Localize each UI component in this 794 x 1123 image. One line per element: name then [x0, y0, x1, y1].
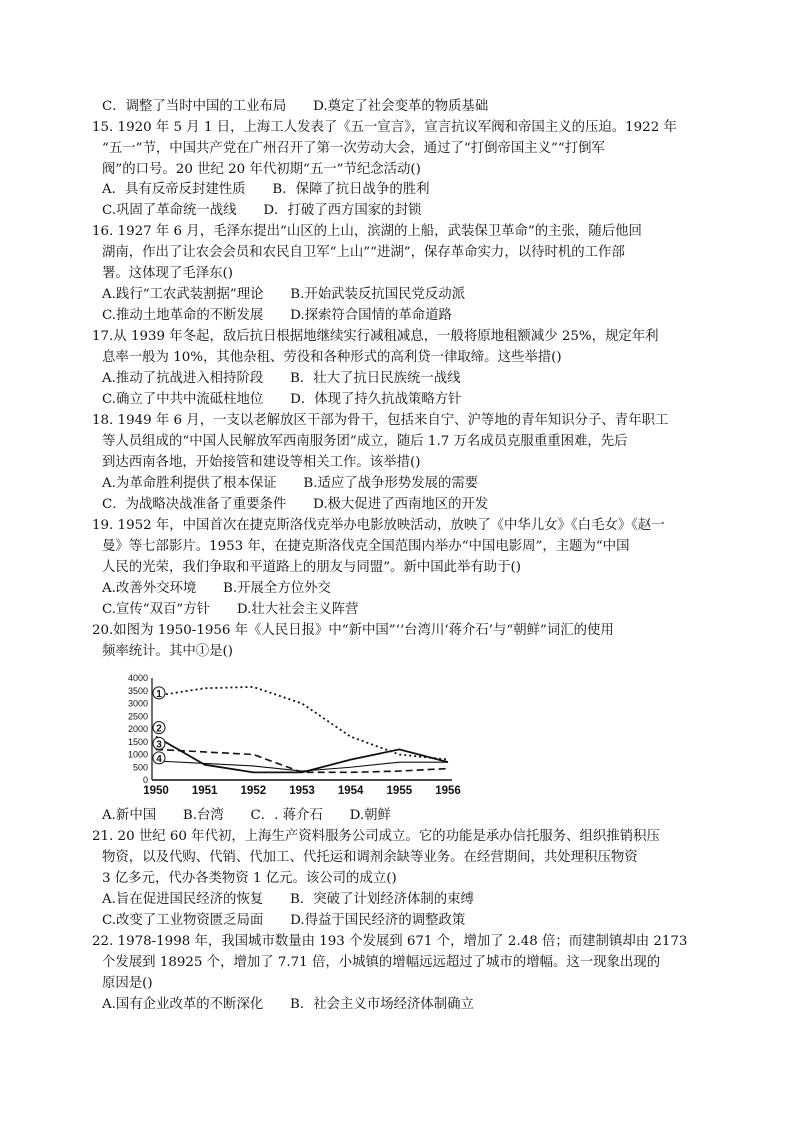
series-marker-label: 1: [156, 688, 162, 700]
question-text-line: 湖南，作出了让农会会员和农民自卫军“上山”“进湖”，保存革命实力，以待时机的工作部: [102, 245, 625, 260]
answer-options: C．调整了当时中国的工业布局 D.奠定了社会变革的物质基础: [102, 99, 489, 114]
question-stem: 16. 1927 年 6 月，毛泽东提出“山区的上山，滨湖的上船，武装保卫革命”的主张，随后他回: [92, 224, 642, 239]
question-text-line: “五一”节，中国共产党在广州召开了第一次劳动大会，通过了“打倒帝国主义”“打倒军: [102, 141, 605, 156]
x-tick-label: 1953: [289, 785, 315, 797]
question-text-line: 等人员组成的“中国人民解放军西南服务团”成立，随后 1.7 万名成员克服重重困难，先后: [102, 434, 628, 449]
answer-options: C.确立了中共中流砥柱地位 D．体现了持久抗战策略方针: [102, 392, 462, 407]
x-tick-label: 1950: [143, 785, 169, 797]
series-marker-label: 2: [156, 723, 162, 735]
answer-options: A.旨在促进国民经济的恢复 B．突破了计划经济体制的束缚: [102, 892, 474, 907]
answer-options: C.宣传“双百”方针 D.壮大社会主义阵营: [102, 602, 359, 617]
question-text-line: 物资，以及代购、代销、代加工、代托运和调剂余缺等业务。在经营期间，共处理积压物资: [102, 850, 638, 865]
question-stem: 20.如图为 1950-1956 年《人民日报》中“新中国”‘‘台湾川‘蒋介石’与“朝鲜”词汇的使用: [92, 623, 614, 638]
question-text-line: 频率统计。其中①是(): [102, 644, 233, 659]
word-frequency-chart: [112, 672, 482, 804]
answer-options: A.新中国 B.台湾 C．. 蒋介石 D.朝鲜: [102, 808, 391, 823]
question-text-line: 阀”的口号。20 世纪 20 年代初期“五一”节纪念活动(): [102, 162, 421, 177]
question-text-line: 原因是(): [102, 976, 153, 991]
y-tick-label: 500: [132, 762, 148, 773]
answer-options: C.巩固了革命统一战线 D．打破了西方国家的封锁: [102, 203, 422, 218]
x-tick-label: 1952: [240, 785, 267, 797]
question-text-line: 3 亿多元，代办各类物资 1 亿元。该公司的成立(): [102, 871, 397, 886]
question-text-line: 曼》等七部影片。1953 年，在捷克斯洛伐克全国范围内举办“中国电影周”，主题为“中国: [102, 539, 630, 554]
series-marker-label: 4: [156, 753, 162, 765]
question-stem: 22. 1978-1998 年，我国城市数量由 193 个发展到 671 个，增加了 2.48 倍；而建制镇却由 2173: [92, 934, 688, 949]
x-tick-label: 1956: [435, 785, 461, 797]
x-tick-label: 1951: [191, 785, 218, 797]
question-stem: 18. 1949 年 6 月，一支以老解放区干部为骨干，包括来自宁、沪等地的青年知识分子、青年职工: [92, 413, 669, 428]
question-text-line: 息率一般为 10%，其他杂租、劳役和各种形式的高利贷一律取缔。这些举措(): [102, 350, 562, 365]
question-stem: 17.从 1939 年冬起，敌后抗日根据地继续实行减租减息，一般将原地租额减少 25%，规定年利: [92, 329, 659, 344]
y-tick-label: 0: [142, 775, 148, 785]
y-tick-label: 2500: [127, 711, 148, 722]
x-tick-label: 1954: [337, 785, 364, 797]
question-stem: 15. 1920 年 5 月 1 日，上海工人发表了《五一宣言》，宣言抗议军阀和帝国主义的压迫。1922 年: [92, 120, 677, 135]
question-text-line: 个发展到 18925 个，增加了 7.71 倍，小城镇的增幅远远超过了城市的增幅。这一现象出现的: [102, 955, 661, 970]
question-text-line: 到达西南各地，开始接管和建设等相关工作。该举措(): [102, 455, 421, 470]
answer-options: C.推动土地革命的不断发展 D.探索符合国情的革命道路: [102, 308, 452, 323]
y-tick-label: 4000: [127, 673, 148, 683]
question-text-line: 署。这体现了毛泽东(): [102, 266, 233, 281]
x-tick-label: 1955: [386, 785, 413, 797]
series-line: [156, 737, 448, 773]
question-stem: 19. 1952 年，中国首次在捷克斯洛伐克举办电影放映活动，放映了《中华儿女》《白毛女》《赵一: [92, 518, 665, 533]
answer-options: C．为战略决战准备了重要条件 D.极大促进了西南地区的开发: [102, 497, 489, 512]
answer-options: C.改变了工业物资匮乏局面 D.得益于国民经济的调整政策: [102, 913, 466, 928]
y-tick-label: 3000: [127, 698, 148, 709]
answer-options: A.为革命胜利提供了根本保证 B.适应了战争形势发展的需要: [102, 476, 479, 491]
series-marker-label: 3: [156, 739, 162, 751]
answer-options: A.践行“工农武装割据”理论 B.开始武装反抗国民党反动派: [102, 287, 466, 302]
y-tick-label: 3500: [127, 685, 148, 696]
question-text-line: 人民的光荣，我们争取和平道路上的朋友与同盟”。新中国此举有助于(): [102, 560, 522, 575]
answer-options: A．具有反帝反封建性质 B．保障了抗日战争的胜利: [102, 182, 430, 197]
answer-options: A.国有企业改革的不断深化 B．社会主义市场经济体制确立: [102, 997, 474, 1012]
y-tick-label: 1500: [127, 736, 148, 747]
question-stem: 21. 20 世纪 60 年代初，上海生产资料服务公司成立。它的功能是承办信托服务、组织推销积压: [92, 829, 660, 844]
answer-options: A.改善外交环境 B.开展全方位外交: [102, 581, 331, 596]
y-tick-label: 2000: [127, 724, 148, 734]
y-tick-label: 1000: [127, 749, 148, 760]
answer-options: A.推动了抗战进入相持阶段 B．壮大了抗日民族统一战线: [102, 371, 461, 386]
series-line: [156, 687, 448, 760]
